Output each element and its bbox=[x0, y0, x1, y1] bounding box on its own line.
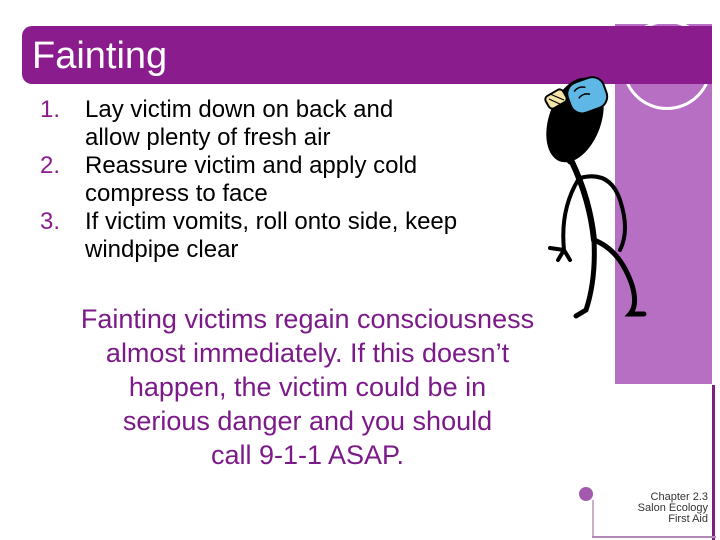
note-line: serious danger and you should bbox=[122, 406, 493, 436]
figure-arm-lower bbox=[550, 180, 578, 260]
footer-chapter: Chapter 2.3 bbox=[650, 491, 708, 503]
slide-title: Fainting bbox=[32, 35, 168, 77]
figure-body bbox=[572, 162, 594, 240]
step-text-line: windpipe clear bbox=[85, 236, 239, 263]
step-text-line: allow plenty of fresh air bbox=[85, 124, 331, 151]
step-text-line: If victim vomits, roll onto side, keep bbox=[85, 208, 458, 235]
consciousness-note bbox=[30, 302, 585, 472]
step-number: 1. bbox=[40, 96, 61, 123]
footer-section: Salon Ecology bbox=[637, 502, 708, 514]
step-text-line: Lay victim down on back and bbox=[85, 96, 394, 123]
decorative-line-vertical bbox=[712, 385, 715, 540]
footer-topic: First Aid bbox=[668, 513, 708, 525]
decorative-line-short bbox=[592, 500, 594, 538]
step-text-line: Reassure victim and apply cold bbox=[85, 152, 418, 179]
note-line: call 9-1-1 ASAP. bbox=[210, 440, 405, 470]
list-item bbox=[40, 152, 560, 208]
decorative-dot bbox=[579, 487, 593, 501]
step-number: 3. bbox=[40, 208, 61, 235]
steps-list bbox=[40, 96, 560, 264]
fainting-figure-illustration bbox=[520, 70, 680, 330]
list-item bbox=[40, 96, 560, 152]
note-line: Fainting victims regain consciousness bbox=[80, 304, 535, 334]
step-number: 2. bbox=[40, 152, 61, 179]
slide-footer bbox=[598, 492, 708, 525]
list-item bbox=[40, 208, 560, 264]
step-text-line: compress to face bbox=[85, 180, 268, 207]
note-line: almost immediately. If this doesn’t bbox=[105, 338, 510, 368]
figure-leg-left bbox=[576, 240, 594, 316]
decorative-line-horizontal bbox=[592, 536, 716, 538]
note-line: happen, the victim could be in bbox=[128, 372, 487, 402]
